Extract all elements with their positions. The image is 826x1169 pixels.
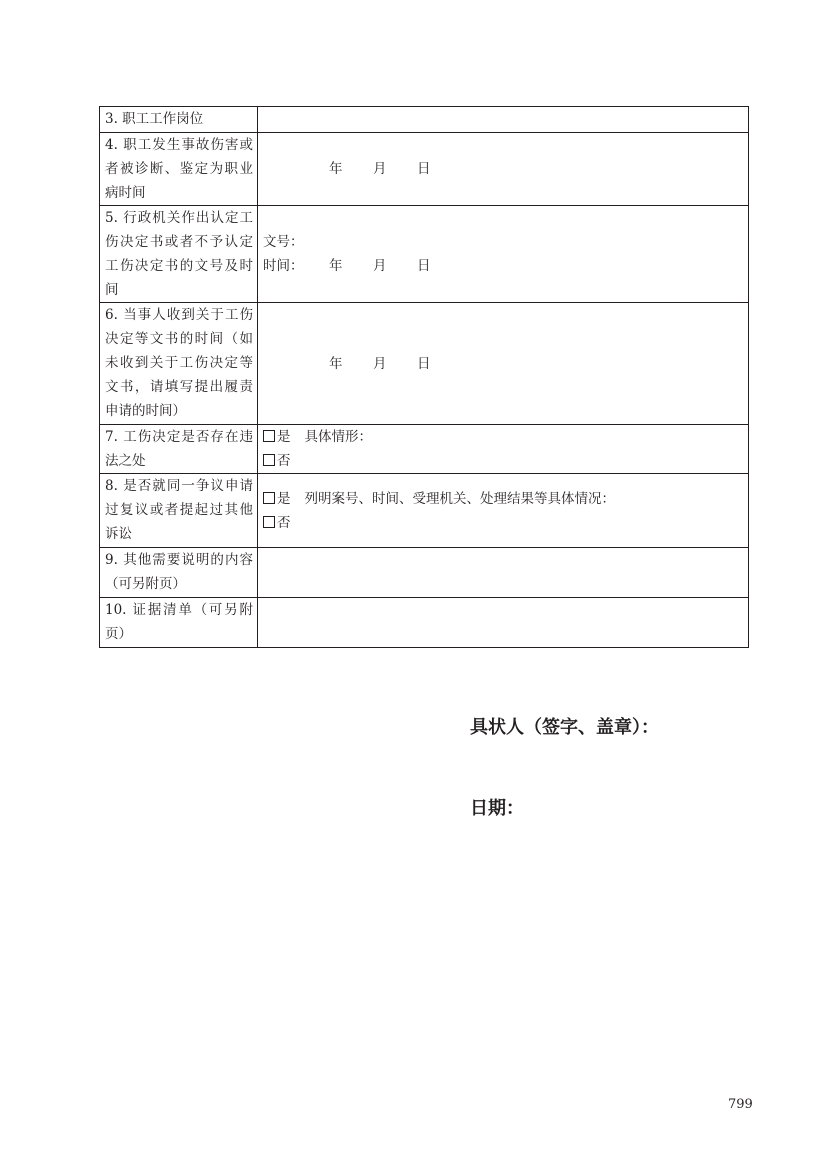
day-label: 日: [417, 355, 431, 372]
day-label: 日: [417, 258, 431, 274]
row-label-decision-doc: 5. 行政机关作出认定工伤决定书或者不予认定工伤决定书的文号及时间: [100, 206, 258, 303]
row-label-other-notes: 9. 其他需要说明的内容（可另附页）: [100, 548, 258, 598]
complaint-form-table: [99, 106, 749, 648]
checkbox-no[interactable]: [263, 516, 275, 528]
table-row: [100, 206, 749, 303]
checkbox-no-label: 否: [277, 514, 291, 531]
checkbox-yes-label: 是: [277, 490, 291, 507]
time-label: 时间：: [263, 258, 304, 274]
row-label-injury-time: 4. 职工发生事故伤害或者被诊断、鉴定为职业病时间: [100, 133, 258, 206]
decision-doc-field[interactable]: [258, 206, 749, 303]
doc-number-label: 文号：: [263, 234, 304, 250]
evidence-list-field[interactable]: [258, 598, 749, 648]
table-row: [100, 548, 749, 598]
other-notes-field[interactable]: [258, 548, 749, 598]
signature-block: [470, 660, 659, 849]
receipt-time-field[interactable]: [258, 303, 749, 425]
checkbox-yes-label: 是: [277, 429, 291, 445]
row-label-prior-litigation: 8. 是否就同一争议申请过复议或者提起过其他诉讼: [100, 474, 258, 548]
checkbox-no[interactable]: [263, 454, 275, 466]
page-number: 799: [728, 1097, 753, 1112]
row-label-receipt-time: 6. 当事人收到关于工伤决定等文书的时间（如未收到关于工伤决定等文书，请填写提出履责申请的时间）: [100, 303, 258, 425]
month-label: 月: [373, 355, 387, 372]
injury-time-field[interactable]: [258, 133, 749, 206]
day-label: 日: [417, 161, 431, 177]
row-label-evidence-list: 10. 证据清单（可另附页）: [100, 598, 258, 648]
details-label: 具体情形：: [304, 429, 372, 445]
job-post-field[interactable]: [258, 107, 749, 133]
year-label: 年: [329, 258, 343, 274]
prior-litigation-field: [258, 474, 749, 548]
row-label-job-post: 3. 职工工作岗位: [100, 107, 258, 133]
year-label: 年: [329, 161, 343, 177]
table-row: [100, 133, 749, 206]
checkbox-yes[interactable]: [263, 430, 275, 442]
illegality-field: [258, 425, 749, 474]
details-label: 列明案号、时间、受理机关、处理结果等具体情况：: [304, 490, 615, 507]
row-label-illegality: 7. 工伤决定是否存在违法之处: [100, 425, 258, 474]
table-row: [100, 474, 749, 548]
signer-label: 具状人（签字、盖章）：: [470, 717, 659, 738]
table-row: [100, 598, 749, 648]
month-label: 月: [373, 258, 387, 274]
table-row: [100, 107, 749, 133]
month-label: 月: [373, 161, 387, 177]
table-row: [100, 303, 749, 425]
checkbox-no-label: 否: [277, 453, 291, 469]
year-label: 年: [329, 355, 343, 372]
date-label: 日期：: [470, 798, 524, 819]
checkbox-yes[interactable]: [263, 492, 275, 504]
table-row: [100, 425, 749, 474]
